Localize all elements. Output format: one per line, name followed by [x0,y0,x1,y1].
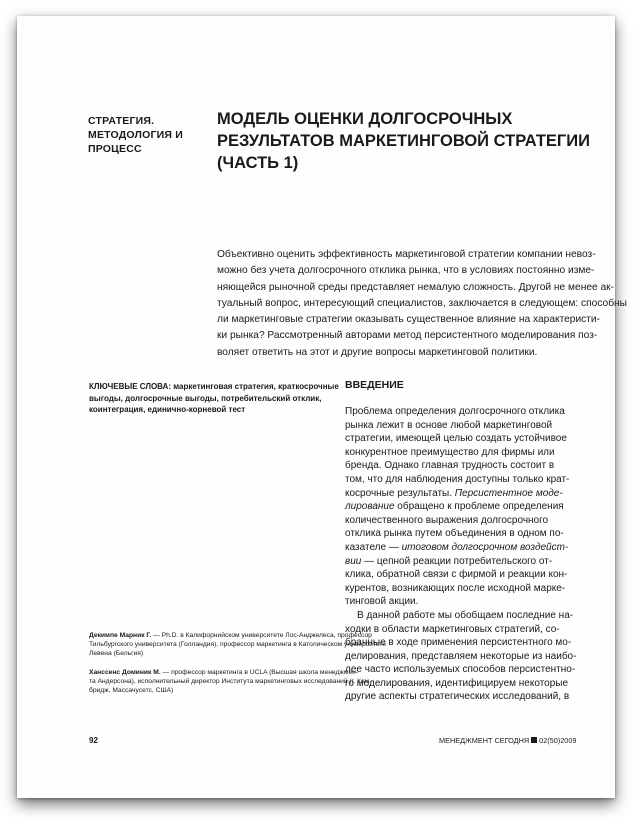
body-line [345,500,585,514]
intro-heading: ВВЕДЕНИЕ [345,379,404,391]
author-note-line: Тильбургского университета (Голландия), профессор маркетинга в Католическом университете [89,641,387,649]
lead-line: Объективно оценить эффективность маркетинговой стратегии компании невоз- [217,249,596,260]
body-line: тинговой акции. [345,596,419,608]
italic-term: Персистентное моде- [454,487,563,499]
italic-term: вии [345,555,362,567]
article-title-line: МОДЕЛЬ ОЦЕНКИ ДОЛГОСРОЧНЫХ [217,110,513,128]
body-line [345,541,585,555]
body-line: другие аспекты стратегических исследований, в [345,691,570,703]
body-line: клика, обратной связи с фирмой и реакции кон- [345,569,568,581]
body-line [345,555,585,569]
article-title [217,108,597,174]
journal-issue: 02(50)2009 [539,736,577,745]
section-label [88,114,208,156]
body-line: отклика рынка путем объединения в одном по- [345,528,564,540]
author-name: Хансcенс Доминик М. [89,668,161,676]
body-text-span: — цепной реакции потребительского от- [364,555,553,567]
lead-line: ли маркетинговые стратегии оказывать существенное влияние на характеристи- [217,314,601,326]
square-bullet-icon [531,737,537,743]
section-label-line: ПРОЦЕСС [88,143,142,155]
keywords-line: коинтеграция, единично-корневой тест [89,405,246,414]
keywords-block [89,381,339,416]
body-line: курентов, возникающих после исходной марке- [345,582,566,594]
body-text-span: казателе — [345,541,399,553]
lead-line: няющейся рыночной среды представляет немалую сложность. Другой не менее ак- [217,281,614,293]
body-line: бренда. Однако главная трудность состоит в [345,460,555,472]
italic-term: лирование [345,501,395,513]
journal-name: МЕНЕДЖМЕНТ СЕГОДНЯ [439,736,530,745]
lead-line: туальный вопрос, интересующий специалистов, заключается в следующем: способны [217,297,627,309]
journal-footer [439,736,576,745]
body-line: Проблема определения долгосрочного отклика [345,406,565,417]
author-bio-text: — Ph.D. в Калифорнийском университете Лос-Анджелеса, профессор [153,632,372,639]
author-note-line: та Андерсона), исполнительный директор Института маркетинговых исследований (г. Кем- [89,677,372,685]
body-line: ходки в области маркетинговых стратегий, со- [345,623,560,635]
section-label-line: СТРАТЕГИЯ. [88,115,155,127]
author-note-line [89,631,372,640]
page-number: 92 [89,736,98,745]
body-line: бранные в ходе применения персистентного мо- [345,637,572,649]
author-note-line [89,668,359,677]
body-line: го моделирования, идентифицируем некоторые [345,677,569,689]
body-line: рынка лежит в основе любой маркетинговой [345,419,553,431]
body-line: стратегии, имеющей целью создать устойчивое [345,433,567,445]
lead-paragraph [217,247,627,361]
author-notes [89,631,387,704]
body-line: количественного выражения долгосрочного [345,514,549,526]
lead-line: воляет ответить на этот и другие вопросы маркетинговой политики. [217,346,538,358]
intro-body [345,405,585,704]
body-text-span: косрочные результаты. [345,487,452,499]
body-line: лее часто используемых способов персистентно- [345,664,576,676]
body-line: В данной работе мы обобщаем последние на- [357,609,574,621]
author-note [89,668,372,696]
body-line [345,487,585,501]
body-line: том, что для наблюдения доступны только крат- [345,473,570,485]
author-bio-text: — профессор маркетинга в UCLA (Высшая школа менеджмен- [162,668,359,676]
author-note [89,631,387,659]
body-line: делирования, представляем некоторые из наибо- [345,650,577,662]
body-text-span: обращено к проблеме определения [397,501,564,513]
section-label-line: МЕТОДОЛОГИЯ И [88,129,183,141]
article-title-line: (ЧАСТЬ 1) [217,154,299,172]
body-line: конкурентное преимущество для фирмы или [345,446,555,458]
lead-line: можно без учета долгосрочного отклика рынка, что в условиях постоянно изме- [217,265,595,277]
author-note-line: Левена (Бельгия) [89,650,144,658]
keywords-line: КЛЮЧЕВЫЕ СЛОВА: маркетинговая стратегия, краткосрочные [89,382,339,391]
italic-term: итоговом долгосрочном воздейст- [401,541,569,553]
keywords-line: выгоды, долгосрочные выгоды, потребительский отклик, [89,393,322,403]
author-note-line: бридж, Массачусетс, США) [89,687,174,695]
lead-line: ки рынка? Рассмотренный авторами метод персистентного моделирования поз- [217,330,598,342]
article-title-line: РЕЗУЛЬТАТОВ МАРКЕТИНГОВОЙ СТРАТЕГИИ [217,132,590,150]
author-name: Декимпе Марник Г. [89,632,152,639]
